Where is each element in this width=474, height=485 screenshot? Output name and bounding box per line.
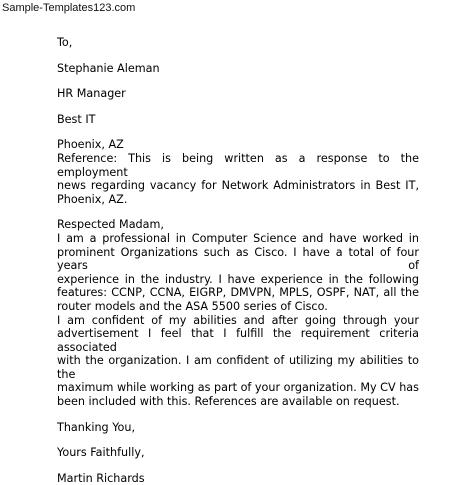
- greeting: Respected Madam,: [57, 218, 164, 232]
- recipient-location: Phoenix, AZ: [57, 138, 124, 152]
- reference-line: Reference: This is being written as a response to the employment: [57, 151, 419, 179]
- paragraph-line: prominent Organizations such as Cisco. I have a total of four years of: [57, 245, 419, 273]
- paragraph-line: features: CCNP, CCNA, EIGRP, DMVPN, MPLS, OSPF, NAT, all the: [57, 286, 419, 300]
- salutation-to: To,: [57, 36, 73, 49]
- watermark-text: Sample-Templates123.com: [2, 2, 136, 14]
- paragraph-line: maximum while working as part of your organization. My CV has: [57, 381, 419, 395]
- cover-letter: [57, 36, 419, 485]
- recipient-title: HR Manager: [57, 87, 126, 101]
- reference-line: Phoenix, AZ.: [57, 192, 128, 206]
- thanks-line: Thanking You,: [57, 420, 136, 434]
- paragraph-line: experience in the industry. I have experience in the following: [57, 272, 419, 286]
- paragraph-line: I am confident of my abilities and after going through your: [57, 313, 419, 327]
- body-paragraph-2: [57, 314, 419, 409]
- body-paragraph-1: [57, 232, 419, 314]
- paragraph-line: been included with this. References are available on request.: [57, 395, 400, 409]
- reference-line: news regarding vacancy for Network Administrators in Best IT,: [57, 179, 419, 193]
- recipient-name: Stephanie Aleman: [57, 61, 160, 75]
- signature-name: Martin Richards: [57, 471, 145, 485]
- reference-paragraph: [57, 152, 419, 206]
- paragraph-line: I am a professional in Computer Science and have worked in: [57, 231, 419, 245]
- recipient-company: Best IT: [57, 112, 96, 126]
- closing-line: Yours Faithfully,: [57, 446, 145, 460]
- paragraph-line: router models and the ASA 5500 series of Cisco.: [57, 299, 328, 313]
- paragraph-line: with the organization. I am confident of utilizing my abilities to the: [57, 354, 419, 381]
- paragraph-line: advertisement I feel that I fulfill the requirement criteria associated: [57, 327, 419, 354]
